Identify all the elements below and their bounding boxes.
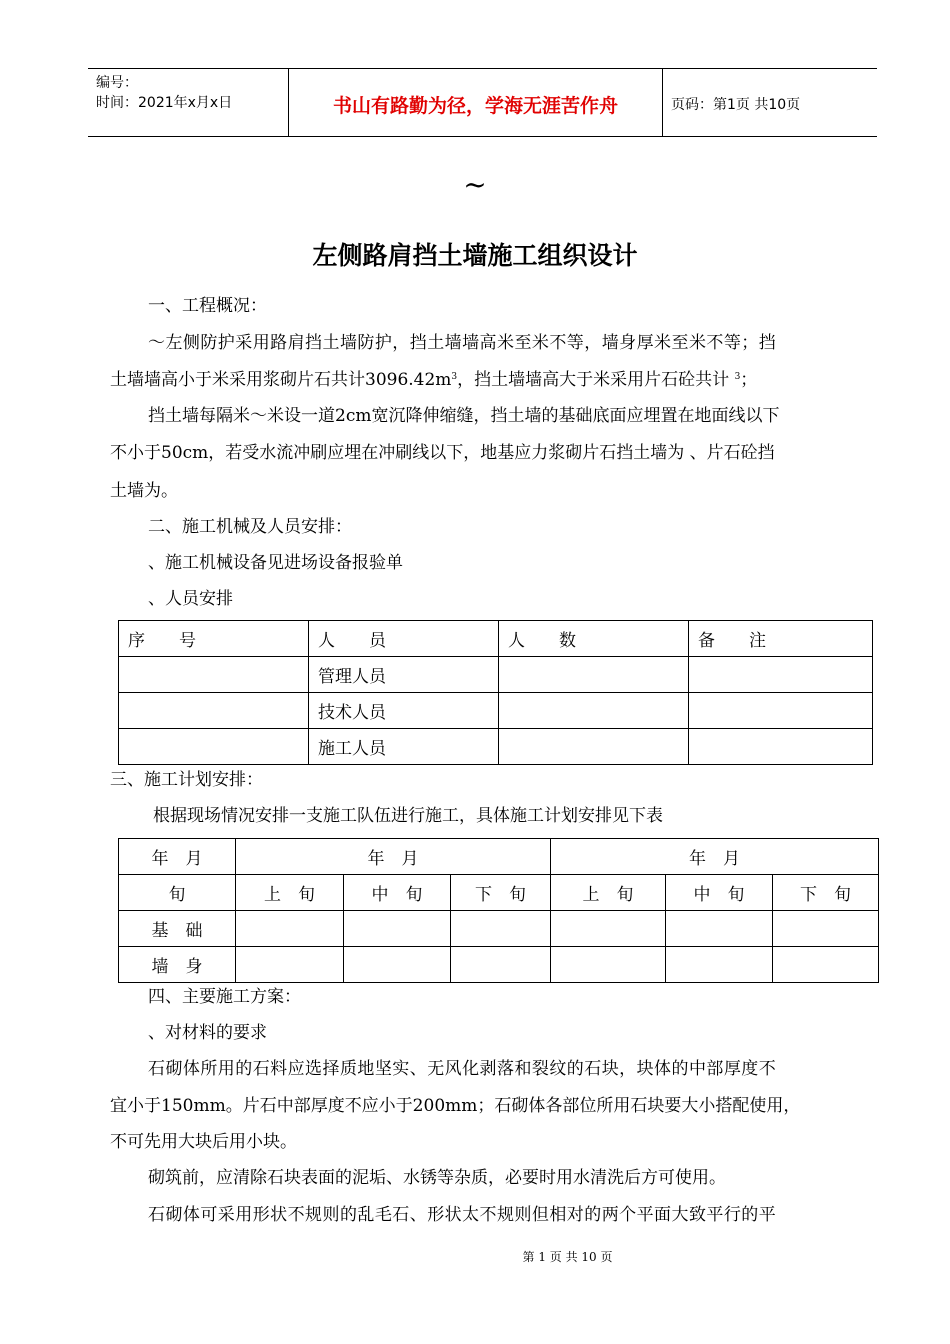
paragraph-line: 石砌体所用的石料应选择质地坚实、无风化剥落和裂纹的石块，块体的中部厚度不	[148, 1059, 777, 1079]
table-cell: 基 础	[119, 911, 236, 947]
table-cell	[236, 947, 344, 983]
table-cell	[119, 657, 309, 693]
paragraph-line: 不小于50cm，若受水流冲刷应埋在冲刷线以下，地基应力浆砌片石挡土墙为 、片石砼挡	[110, 443, 775, 463]
table-cell	[689, 657, 873, 693]
document-title: 左侧路肩挡土墙施工组织设计	[312, 241, 638, 270]
page-number-label: 页码：第1页 共10页	[671, 97, 801, 113]
header-motto-cell	[288, 69, 663, 136]
table-header-cell: 年 月	[551, 839, 879, 875]
list-item: 、对材料的要求	[148, 1023, 267, 1043]
table-cell	[451, 911, 551, 947]
table-cell	[773, 947, 879, 983]
list-item: 、施工机械设备见进场设备报验单	[148, 553, 403, 573]
table-cell	[773, 911, 879, 947]
table-cell	[344, 947, 451, 983]
paragraph-line: 宜小于150mm。片石中部厚度不应小于200mm；石砌体各部位所用石块要大小搭配使用，	[110, 1096, 801, 1116]
table-cell: 墙 身	[119, 947, 236, 983]
motto: 书山有路勤为径，学海无涯苦作舟	[332, 95, 618, 117]
table-cell	[689, 729, 873, 765]
header-meta-cell	[88, 69, 288, 136]
section-3-heading: 三、施工计划安排：	[110, 770, 263, 790]
table-cell	[344, 911, 451, 947]
table-header-cell: 人 数	[499, 621, 689, 657]
table-row	[119, 693, 873, 729]
table-header-cell: 下 旬	[451, 875, 551, 911]
title-prefix: ~	[463, 168, 487, 201]
superscript: 3	[734, 372, 741, 382]
paragraph-line: 砌筑前，应清除石块表面的泥垢、水锈等杂质，必要时用水清洗后方可使用。	[148, 1168, 726, 1188]
paragraph-line: 石砌体可采用形状不规则的乱毛石、形状太不规则但相对的两个平面大致平行的平	[148, 1205, 777, 1225]
table-cell	[551, 911, 666, 947]
table-cell	[119, 693, 309, 729]
text-run: ，挡土墙墙高大于米采用片石砼共计	[457, 370, 735, 390]
table-header-cell: 旬	[119, 875, 236, 911]
table-header-cell: 上 旬	[551, 875, 666, 911]
table-cell	[236, 911, 344, 947]
table-header-cell: 年 月	[236, 839, 551, 875]
table-cell	[499, 729, 689, 765]
table-row	[119, 657, 873, 693]
table-cell: 管理人员	[309, 657, 499, 693]
table-cell	[451, 947, 551, 983]
paragraph-line: 土墙为。	[110, 481, 178, 501]
header-page-cell	[662, 69, 877, 136]
table-row	[119, 911, 879, 947]
table-header-cell: 人 员	[309, 621, 499, 657]
table-cell	[499, 657, 689, 693]
section-1-heading: 一、工程概况：	[148, 296, 267, 316]
table-header-cell: 上 旬	[236, 875, 344, 911]
code-label: 编号：	[96, 75, 138, 91]
table-row	[119, 947, 879, 983]
table-cell: 施工人员	[309, 729, 499, 765]
table-cell	[666, 911, 773, 947]
paragraph-line: 根据现场情况安排一支施工队伍进行施工，具体施工计划安排见下表	[153, 806, 663, 826]
table-header-cell: 年 月	[119, 839, 236, 875]
table-header-row	[119, 839, 879, 875]
text-run: 土墙墙高小于米采用浆砌片石共计3096.42m	[110, 370, 452, 390]
table-row	[119, 729, 873, 765]
table-cell: 技术人员	[309, 693, 499, 729]
table-header-cell: 备 注	[689, 621, 873, 657]
table-cell	[119, 729, 309, 765]
text-run: ；	[740, 370, 758, 390]
paragraph-line: ～左侧防护采用路肩挡土墙防护，挡土墙墙高米至米不等，墙身厚米至米不等；挡	[148, 333, 777, 353]
table-header-cell: 序 号	[119, 621, 309, 657]
superscript: 3	[451, 372, 458, 382]
table-header-row	[119, 621, 873, 657]
staff-table	[118, 620, 873, 765]
list-item: 、人员安排	[148, 589, 233, 609]
table-cell	[689, 693, 873, 729]
paragraph-line: 挡土墙每隔米～米设一道2cm宽沉降伸缩缝，挡土墙的基础底面应埋置在地面线以下	[148, 406, 780, 426]
section-2-heading: 二、施工机械及人员安排：	[148, 517, 352, 537]
table-cell	[666, 947, 773, 983]
paragraph-line: 不可先用大块后用小块。	[110, 1132, 297, 1152]
section-4-heading: 四、主要施工方案：	[148, 987, 301, 1007]
table-header-row	[119, 875, 879, 911]
page-header	[88, 68, 877, 137]
table-header-cell: 中 旬	[666, 875, 773, 911]
table-header-cell: 下 旬	[773, 875, 879, 911]
table-cell	[499, 693, 689, 729]
schedule-table	[118, 838, 879, 983]
time-label: 时间：2021年x月x日	[96, 95, 233, 111]
paragraph-line	[110, 370, 757, 390]
page-footer: 第 1 页 共 10 页	[522, 1250, 613, 1264]
table-header-cell: 中 旬	[344, 875, 451, 911]
table-cell	[551, 947, 666, 983]
